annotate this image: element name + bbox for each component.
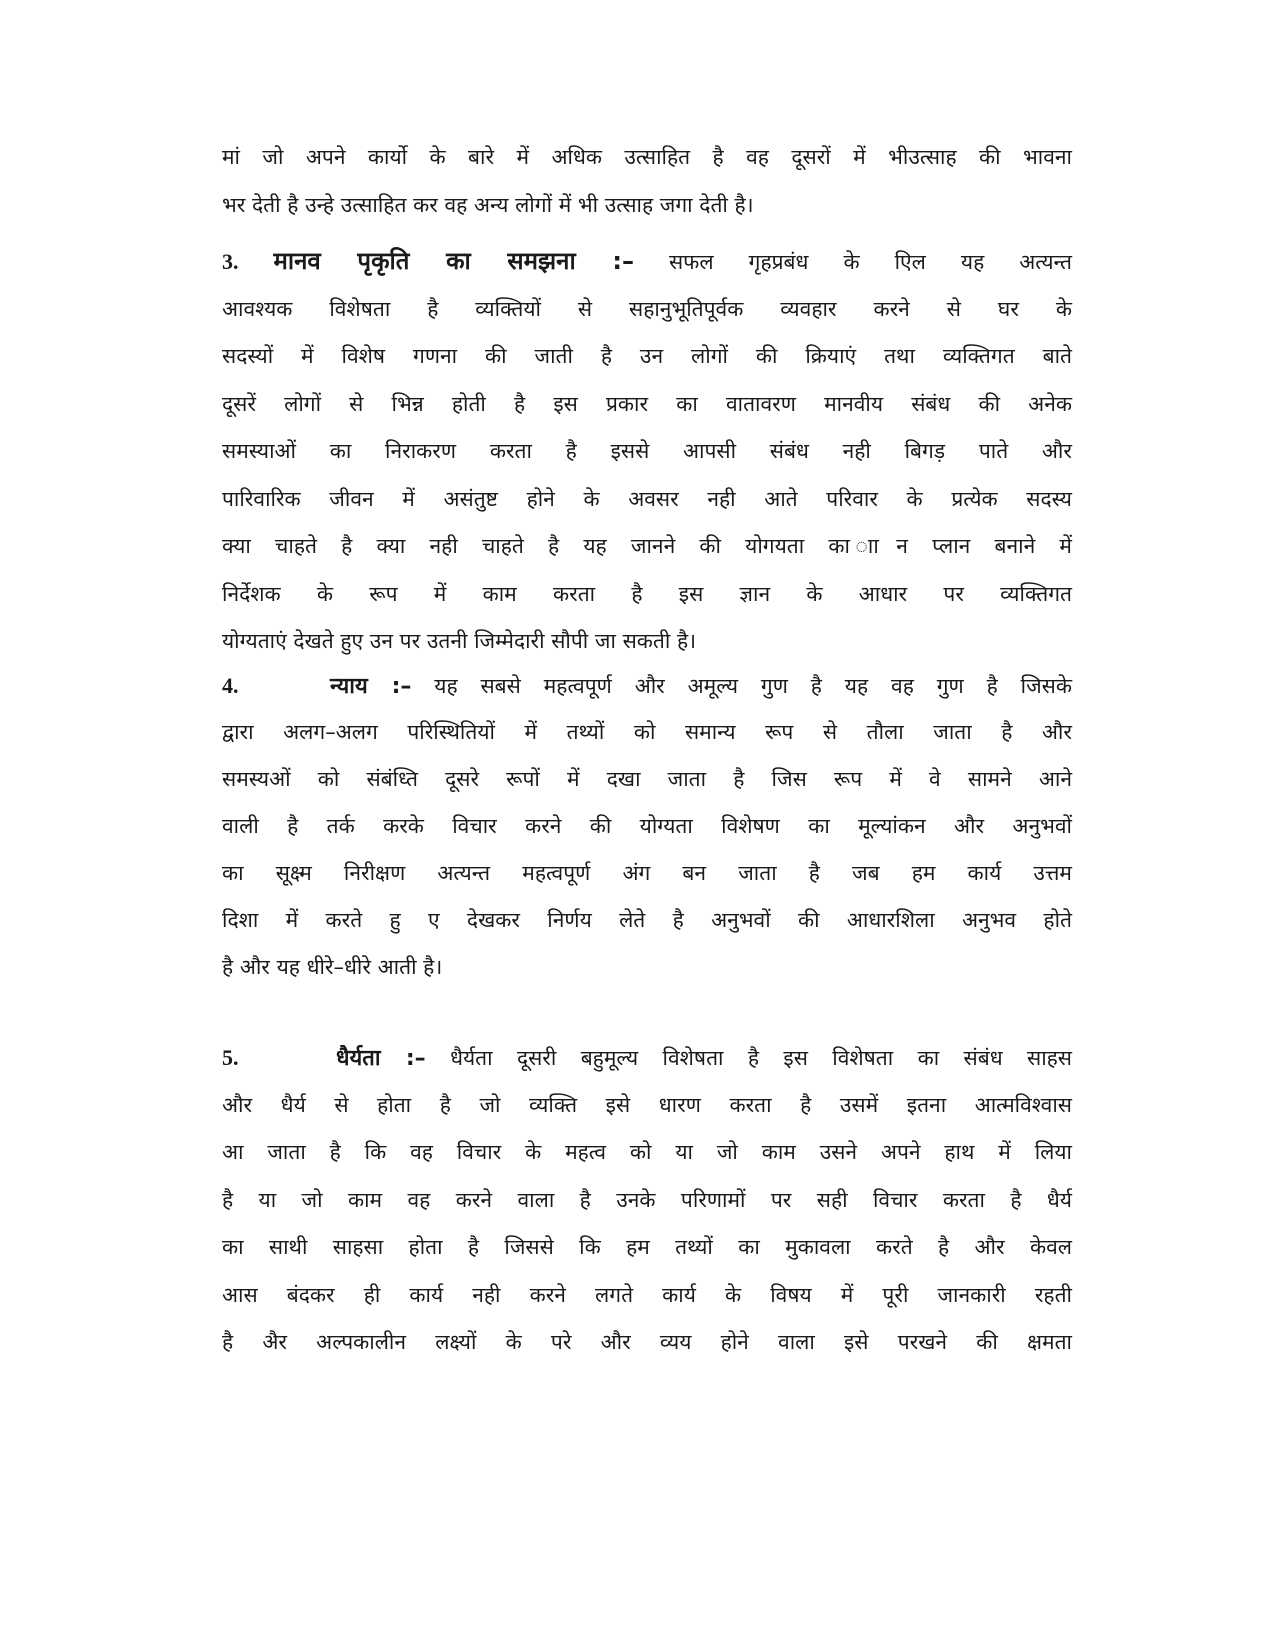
section-3-line: योग्यताएं देखते हुए उन पर उतनी जिम्मेदारी सौपी जा सकती है। xyxy=(222,629,697,653)
section-4-first-line-text: यह सबसे महत्वपूर्ण और अमूल्य गुण है यह वह गुण है जिसके xyxy=(434,674,1072,698)
section-5-paragraph xyxy=(222,1034,1072,1367)
section-3-line: दूसरें लोगों से भिन्न होती है इस प्रकार का वातावरण मानवीय संबंध की अनेक xyxy=(222,391,1072,416)
section-4-heading: न्याय :– xyxy=(330,674,412,699)
section-4-line: वाली है तर्क करके विचार करने की योग्यता विशेषण का मूल्यांकन और अनुभवों xyxy=(222,814,1072,838)
intro-line-2: भर देती है उन्हे उत्साहित कर वह अन्य लोगों में भी उत्साह जगा देती है। xyxy=(222,192,754,217)
intro-line-1: मां जो अपने कार्यो के बारे में अधिक उत्साहित है वह दूसरों में भीउत्साह की भावना xyxy=(222,145,1072,169)
section-5-line: आ जाता है कि वह विचार के महत्व को या जो काम उसने अपने हाथ में लिया xyxy=(222,1140,1072,1164)
section-5-line: आस बंदकर ही कार्य नही करने लगते कार्य के विषय में पूरी जानकारी रहती xyxy=(222,1282,1072,1307)
section-3-number: 3. xyxy=(222,249,239,274)
section-4-line: का सूक्ष्म निरीक्षण अत्यन्त महत्वपूर्ण अंग बन जाता है जब हम कार्य उत्तम xyxy=(222,861,1072,885)
section-4-paragraph xyxy=(222,662,1072,991)
section-5-number: 5. xyxy=(222,1045,239,1070)
section-5-line: है या जो काम वह करने वाला है उनके परिणामों पर सही विचार करता है धैर्य xyxy=(222,1187,1072,1212)
section-3-first-line-text: सफल गृहप्रबंध के एिल यह अत्यन्त xyxy=(668,250,1072,274)
section-4-line: है और यह धीरे–धीरे आती है। xyxy=(222,955,443,979)
section-3-line: सदस्यों में विशेष गणना की जाती है उन लोगों की क्रियाएं तथा व्यक्तिगत बाते xyxy=(222,344,1072,368)
section-3-line: पारिवारिक जीवन में असंतुष्ट होने के अवसर नही आते परिवार के प्रत्येक सदस्य xyxy=(222,486,1072,511)
section-3-heading: मानव पृकृति का समझना :– xyxy=(273,247,634,275)
section-3-line: निर्देशक के रूप में काम करता है इस ज्ञान के आधार पर व्यक्तिगत xyxy=(222,581,1072,606)
section-5-first-line xyxy=(222,1034,1072,1082)
section-4-line: द्वारा अलग–अलग परिस्थितियों में तथ्यों को समान्य रूप से तौला जाता है और xyxy=(222,720,1072,744)
intro-paragraph xyxy=(222,134,1072,229)
section-3-line: आवश्यक विशेषता है व्यक्तियों से सहानुभूतिपूर्वक व्यवहार करने से घर के xyxy=(222,296,1072,321)
section-3-line: समस्याओं का निराकरण करता है इससे आपसी संबंध नही बिगड़ पाते और xyxy=(222,439,1072,463)
section-5-heading: धैर्यता :– xyxy=(336,1046,426,1071)
section-5-first-line-text: धैर्यता दूसरी बहुमूल्य विशेषता है इस विशेषता का संबंध साहस xyxy=(450,1046,1072,1070)
section-3-first-line xyxy=(222,238,1072,286)
section-4-line: समस्यओं को संबंध्ति दूसरे रूपों में दखा जाता है जिस रूप में वे सामने आने xyxy=(222,767,1072,791)
section-4-line: दिशा में करते हु ए देखकर निर्णय लेते है अनुभवों की आधारशिला अनुभव होते xyxy=(222,908,1072,932)
section-3-line: क्या चाहते है क्या नही चाहते है यह जानने की योगयता का ाान प्लान बनाने में xyxy=(222,534,1072,558)
section-5-line: और धैर्य से होता है जो व्यक्ति इसे धारण करता है उसमें इतना आत्मविश्वास xyxy=(222,1092,1072,1117)
section-4-number: 4. xyxy=(222,673,239,698)
section-4-first-line xyxy=(222,662,1072,709)
section-5-line: का साथी साहसा होता है जिससे कि हम तथ्यों का मुकावला करते है और केवल xyxy=(222,1235,1072,1259)
section-3-paragraph xyxy=(222,238,1072,666)
section-5-line: है अैर अल्पकालीन लक्ष्यों के परे और व्यय होने वाला इसे परखने की क्षमता xyxy=(222,1330,1072,1354)
